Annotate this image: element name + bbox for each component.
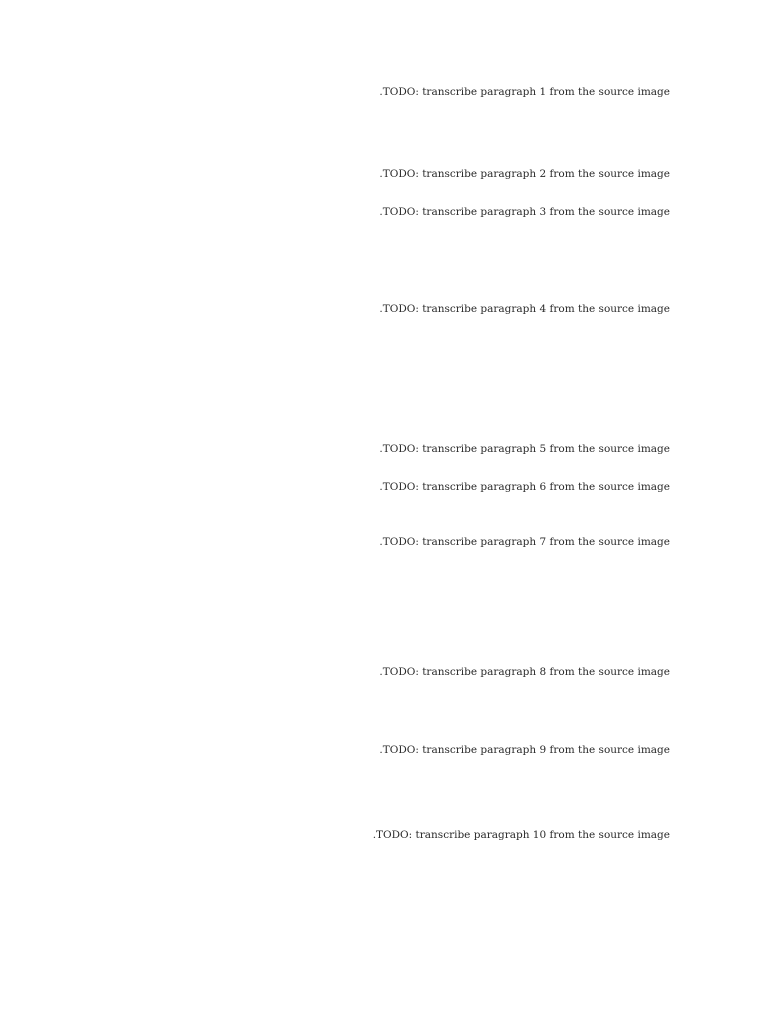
paragraph: TODO: transcribe paragraph 3 from the source image. bbox=[379, 206, 670, 218]
paragraph: TODO: transcribe paragraph 4 from the source image. bbox=[379, 303, 670, 315]
paragraph: TODO: transcribe paragraph 1 from the source image. bbox=[379, 86, 670, 98]
paragraph: TODO: transcribe paragraph 10 from the source image. bbox=[372, 829, 670, 841]
paragraph: TODO: transcribe paragraph 5 from the source image. bbox=[379, 443, 670, 455]
paragraph: TODO: transcribe paragraph 6 from the source image. bbox=[379, 481, 670, 493]
paragraph: TODO: transcribe paragraph 7 from the source image. bbox=[379, 536, 670, 548]
paragraph: TODO: transcribe paragraph 2 from the source image. bbox=[379, 168, 670, 180]
paragraph: TODO: transcribe paragraph 9 from the source image. bbox=[379, 744, 670, 756]
paragraph: TODO: transcribe paragraph 8 from the source image. bbox=[379, 666, 670, 678]
